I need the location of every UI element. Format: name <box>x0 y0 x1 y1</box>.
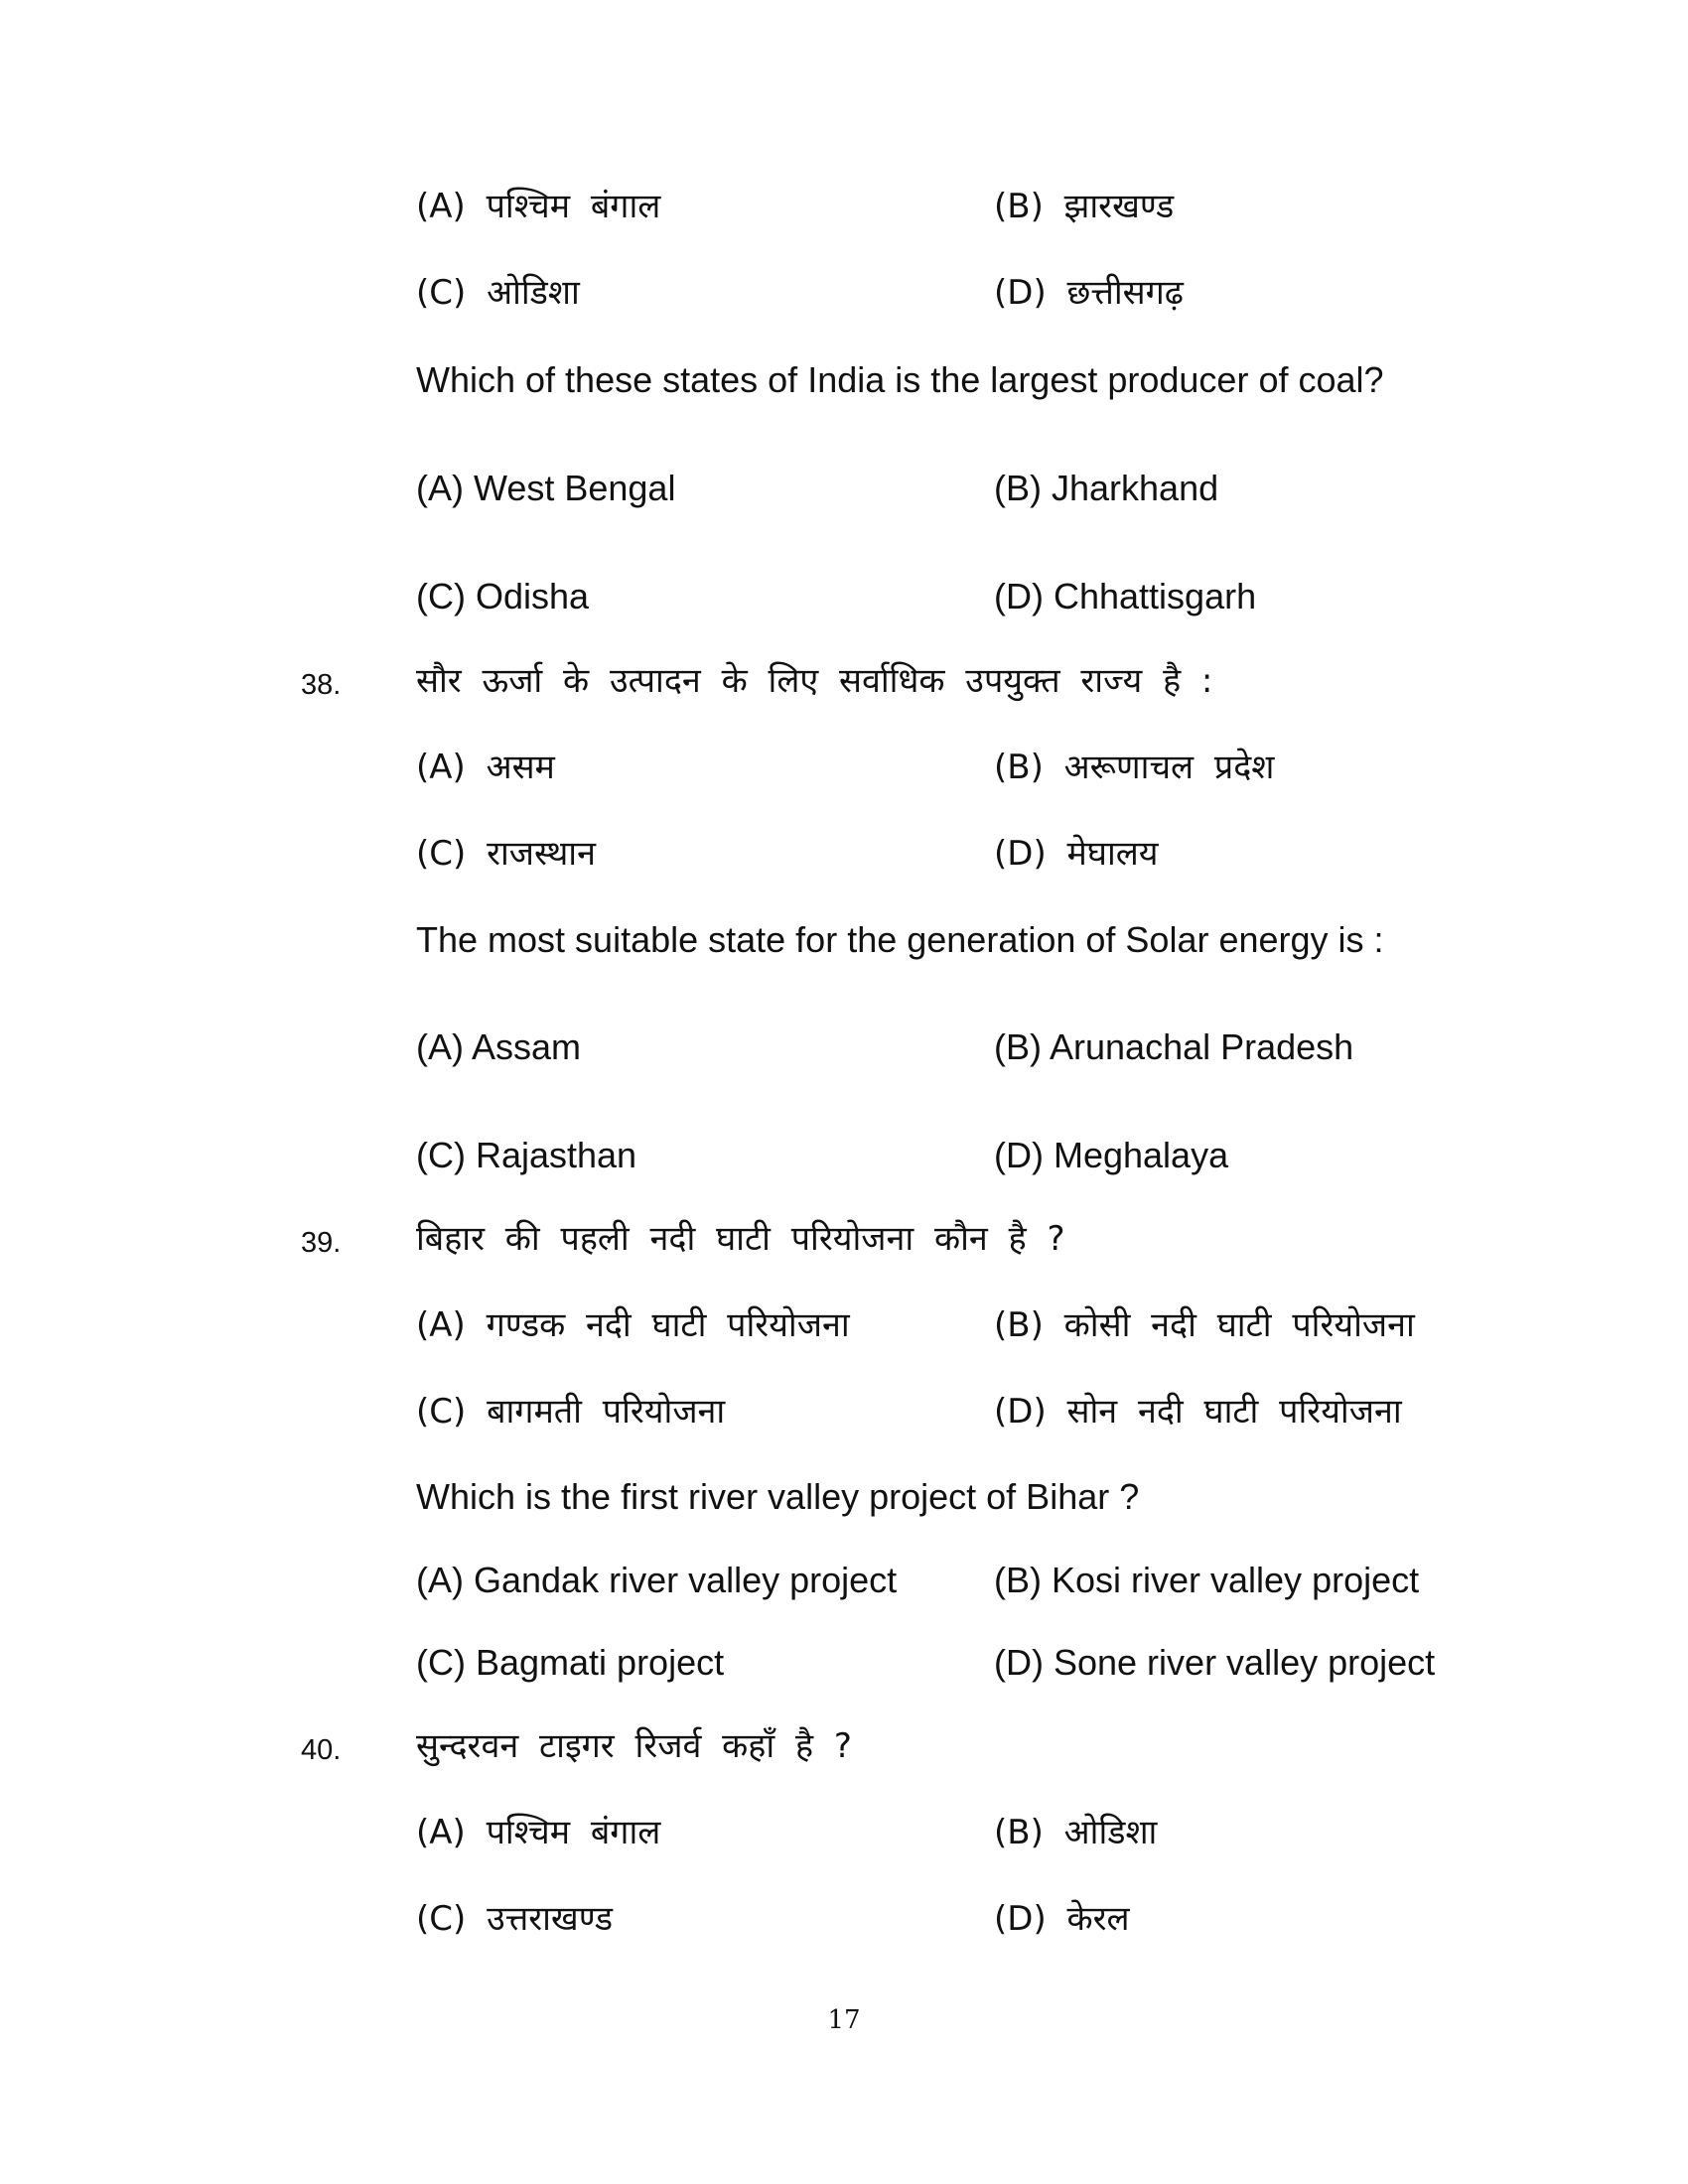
q38-option-a-hindi: (A) असम <box>416 748 555 787</box>
question-39-hindi: बिहार की पहली नदी घाटी परियोजना कौन है ? <box>416 1219 1065 1259</box>
q38-option-c-english: (C) Rajasthan <box>416 1135 637 1175</box>
question-40-number: 40. <box>301 1734 342 1766</box>
question-39-english: Which is the first river valley project of Bihar ? <box>416 1476 1140 1517</box>
prev-option-d-english: (D) Chhattisgarh <box>994 576 1257 616</box>
q40-option-b-hindi: (B) ओडिशा <box>994 1813 1158 1852</box>
question-38-english: The most suitable state for the generation of Solar energy is : <box>416 919 1384 960</box>
q38-option-b-hindi: (B) अरूणाचल प्रदेश <box>994 748 1275 787</box>
prev-option-a-english: (A) West Bengal <box>416 468 676 508</box>
q39-option-b-hindi: (B) कोसी नदी घाटी परियोजना <box>994 1305 1415 1345</box>
question-38-hindi: सौर ऊर्जा के उत्पादन के लिए सर्वाधिक उपयुक्त राज्य है : <box>416 661 1213 701</box>
question-38-number: 38. <box>301 669 342 701</box>
page-number: 17 <box>827 2005 861 2035</box>
prev-option-b-hindi: (B) झारखण्ड <box>994 187 1175 226</box>
q38-option-a-english: (A) Assam <box>416 1026 582 1067</box>
q39-option-a-hindi: (A) गण्डक नदी घाटी परियोजना <box>416 1305 850 1345</box>
prev-option-c-english: (C) Odisha <box>416 576 590 616</box>
q39-option-c-english: (C) Bagmati project <box>416 1642 725 1683</box>
q38-option-d-hindi: (D) मेघालय <box>994 834 1159 874</box>
q38-option-d-english: (D) Meghalaya <box>994 1135 1229 1175</box>
prev-option-d-hindi: (D) छत्तीसगढ़ <box>994 273 1184 313</box>
prev-option-b-english: (B) Jharkhand <box>994 468 1219 508</box>
prev-option-a-hindi: (A) पश्चिम बंगाल <box>416 187 661 226</box>
q39-option-b-english: (B) Kosi river valley project <box>994 1560 1420 1600</box>
q40-option-d-hindi: (D) केरल <box>994 1899 1130 1939</box>
q40-option-a-hindi: (A) पश्चिम बंगाल <box>416 1813 661 1852</box>
question-39-number: 39. <box>301 1227 342 1259</box>
q39-option-a-english: (A) Gandak river valley project <box>416 1560 898 1600</box>
q39-option-d-hindi: (D) सोन नदी घाटी परियोजना <box>994 1392 1402 1432</box>
q38-option-b-english: (B) Arunachal Pradesh <box>994 1026 1354 1067</box>
question-40-hindi: सुन्दरवन टाइगर रिजर्व कहाँ है ? <box>416 1726 852 1766</box>
q39-option-d-english: (D) Sone river valley project <box>994 1642 1436 1683</box>
prev-question-english: Which of these states of India is the largest producer of coal? <box>416 359 1384 400</box>
prev-option-c-hindi: (C) ओडिशा <box>416 273 580 313</box>
q38-option-c-hindi: (C) राजस्थान <box>416 834 596 874</box>
q40-option-c-hindi: (C) उत्तराखण्ड <box>416 1899 614 1939</box>
q39-option-c-hindi: (C) बागमती परियोजना <box>416 1392 726 1432</box>
